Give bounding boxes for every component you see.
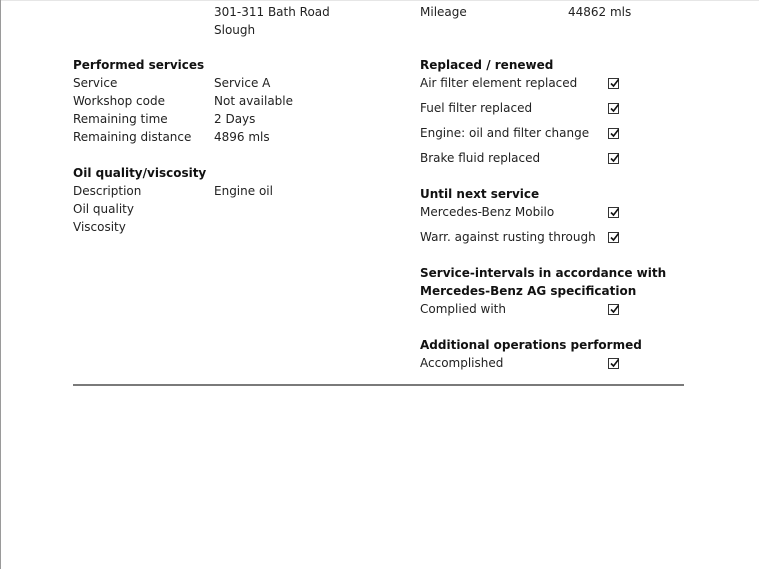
section-divider [73, 384, 684, 386]
accomplished-checkbox[interactable] [608, 358, 619, 369]
additional-heading: Additional operations performed [420, 338, 642, 352]
intervals-heading-line1: Service-intervals in accordance with [420, 266, 667, 280]
service-label: Service [73, 76, 118, 90]
performed-services-heading: Performed services [73, 58, 205, 72]
until-next-heading: Until next service [420, 187, 540, 201]
oil-filter-change-label: Engine: oil and filter change [420, 126, 590, 140]
mileage-value: 44862 mls [568, 5, 632, 19]
page-left-edge [0, 0, 1, 569]
brake-fluid-label: Brake fluid replaced [420, 151, 541, 165]
address-city: Slough [214, 23, 256, 37]
rust-warranty-label: Warr. against rusting through [420, 230, 596, 244]
remaining-distance-label: Remaining distance [73, 130, 192, 144]
mileage-label: Mileage [420, 5, 467, 19]
checkmark-icon [609, 78, 620, 89]
workshop-code-label: Workshop code [73, 94, 165, 108]
intervals-heading-line2: Mercedes-Benz AG specification [420, 284, 637, 298]
remaining-distance-value: 4896 mls [214, 130, 270, 144]
complied-with-label: Complied with [420, 302, 506, 316]
viscosity-label: Viscosity [73, 220, 126, 234]
workshop-code-value: Not available [214, 94, 294, 108]
accomplished-label: Accomplished [420, 356, 504, 370]
checkmark-icon [609, 128, 620, 139]
service-value: Service A [214, 76, 271, 90]
fuel-filter-label: Fuel filter replaced [420, 101, 533, 115]
oil-heading: Oil quality/viscosity [73, 166, 207, 180]
checkmark-icon [609, 103, 620, 114]
address-street: 301-311 Bath Road [214, 5, 330, 19]
oil-filter-change-checkbox[interactable] [608, 128, 619, 139]
checkmark-icon [609, 358, 620, 369]
replaced-heading: Replaced / renewed [420, 58, 554, 72]
air-filter-label: Air filter element replaced [420, 76, 578, 90]
fuel-filter-checkbox[interactable] [608, 103, 619, 114]
mobilo-label: Mercedes-Benz Mobilo [420, 205, 555, 219]
oil-description-value: Engine oil [214, 184, 273, 198]
remaining-time-value: 2 Days [214, 112, 256, 126]
checkmark-icon [609, 153, 620, 164]
mobilo-checkbox[interactable] [608, 207, 619, 218]
page-top-edge [0, 0, 759, 1]
rust-warranty-checkbox[interactable] [608, 232, 619, 243]
oil-description-label: Description [73, 184, 142, 198]
brake-fluid-checkbox[interactable] [608, 153, 619, 164]
remaining-time-label: Remaining time [73, 112, 168, 126]
checkmark-icon [609, 304, 620, 315]
checkmark-icon [609, 207, 620, 218]
oil-quality-label: Oil quality [73, 202, 134, 216]
complied-with-checkbox[interactable] [608, 304, 619, 315]
air-filter-checkbox[interactable] [608, 78, 619, 89]
checkmark-icon [609, 232, 620, 243]
